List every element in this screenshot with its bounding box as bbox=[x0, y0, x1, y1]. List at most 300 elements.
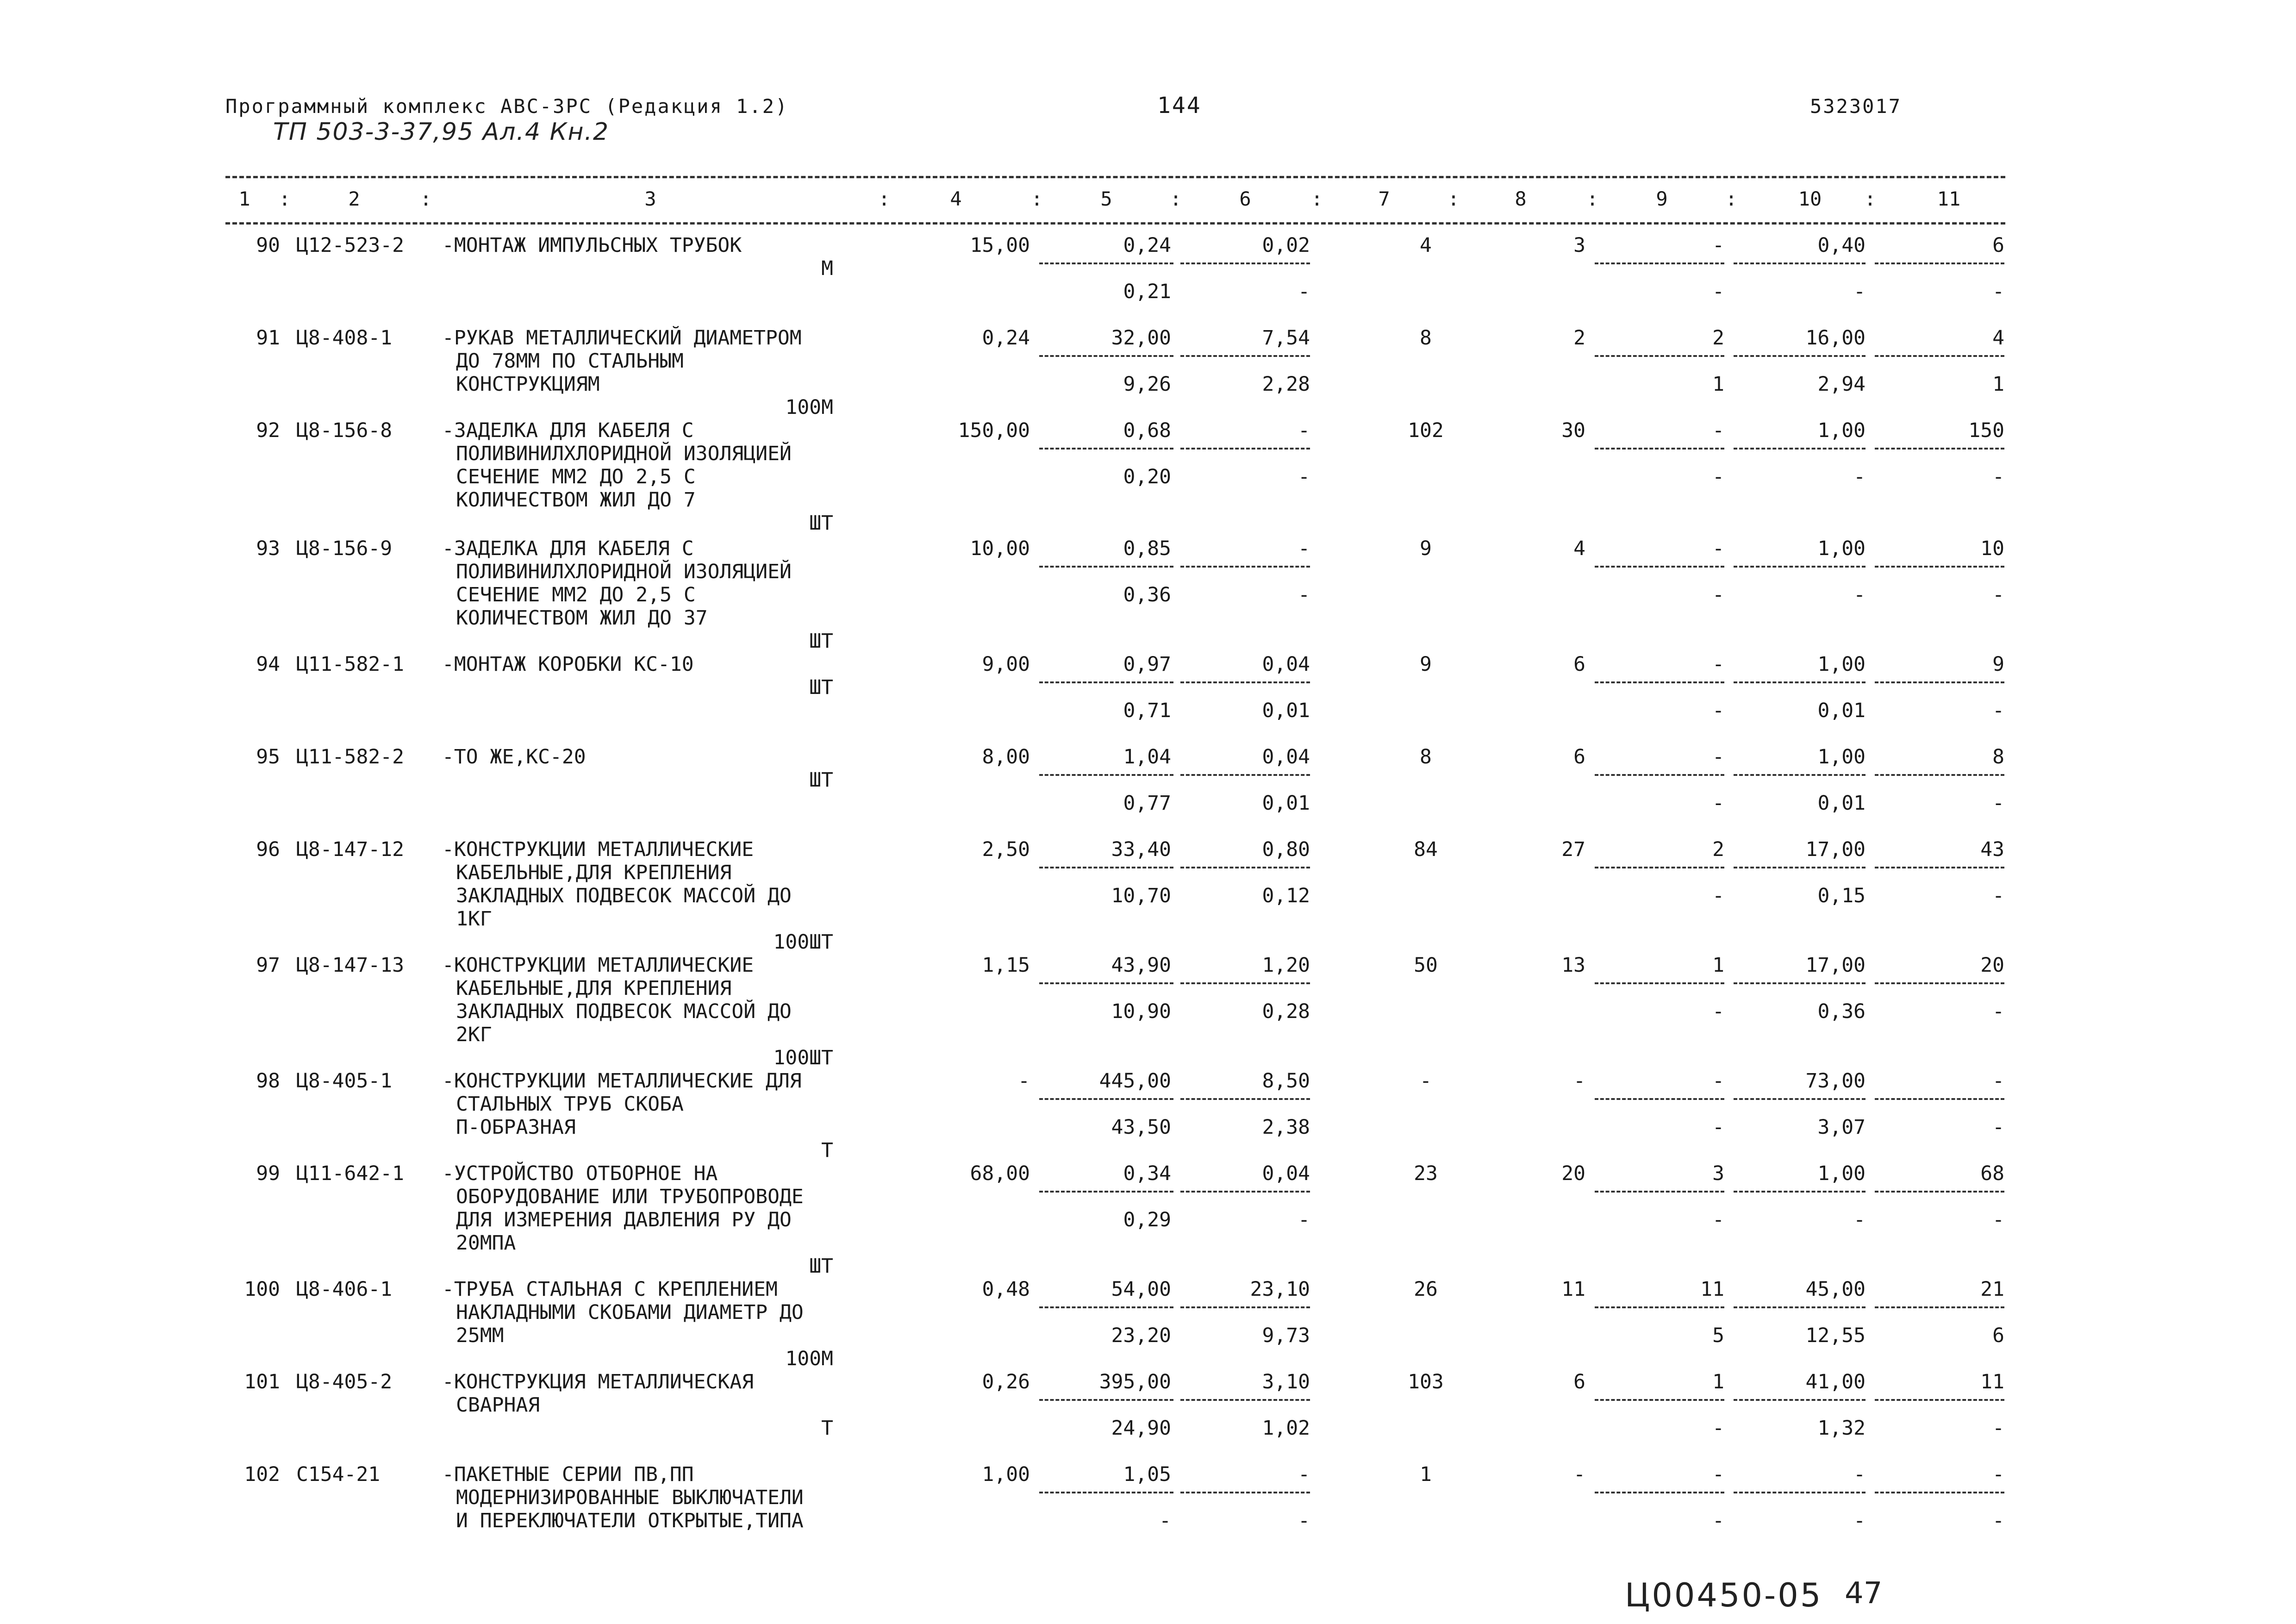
norm-code: Ц8-156-9 bbox=[296, 537, 393, 560]
value-divider bbox=[1595, 1399, 1724, 1401]
work-description: ОБОРУДОВАНИЕ ИЛИ ТРУБОПРОВОДЕ bbox=[456, 1185, 804, 1208]
row-number: 100 bbox=[244, 1278, 280, 1301]
cell-c6-lower: 1,02 bbox=[1262, 1417, 1310, 1440]
cell-c8: 2 bbox=[1573, 326, 1585, 350]
value-divider bbox=[1595, 262, 1724, 264]
value-divider bbox=[1039, 355, 1173, 357]
unit-of-measure: М bbox=[821, 257, 833, 280]
cell-c10-upper: 0,40 bbox=[1817, 234, 1866, 257]
row-number: 96 bbox=[256, 838, 280, 861]
value-divider bbox=[1180, 566, 1310, 568]
cell-c10-upper: - bbox=[1853, 1463, 1866, 1486]
cell-c8: 3 bbox=[1573, 234, 1585, 257]
cell-c10-lower: - bbox=[1853, 280, 1866, 303]
cell-c7: 9 bbox=[1420, 653, 1432, 676]
cell-c10-upper: 17,00 bbox=[1805, 838, 1866, 861]
value-divider bbox=[1875, 262, 2004, 264]
page-number: 144 bbox=[1157, 93, 1202, 119]
cell-quantity: - bbox=[1018, 1069, 1030, 1093]
cell-c11-lower: 6 bbox=[1992, 1324, 2004, 1347]
work-description: -ТО ЖЕ,КС-20 bbox=[442, 745, 586, 768]
work-description: СЕЧЕНИЕ ММ2 ДО 2,5 С bbox=[456, 583, 696, 606]
work-description: -КОНСТРУКЦИИ МЕТАЛЛИЧЕСКИЕ bbox=[442, 954, 754, 977]
value-divider bbox=[1039, 867, 1173, 868]
cell-c6-upper: 3,10 bbox=[1262, 1370, 1310, 1393]
work-description: НАКЛАДНЫМИ СКОБАМИ ДИАМЕТР ДО bbox=[456, 1301, 804, 1324]
row-number: 97 bbox=[256, 954, 280, 977]
work-description: 2КГ bbox=[456, 1023, 492, 1046]
col-separator: : bbox=[1311, 187, 1323, 210]
col-header-6: 6 bbox=[1239, 187, 1251, 210]
cell-c10-upper: 1,00 bbox=[1817, 537, 1866, 560]
work-description: МОДЕРНИЗИРОВАННЫЕ ВЫКЛЮЧАТЕЛИ bbox=[456, 1486, 804, 1509]
unit-of-measure: Т bbox=[821, 1417, 833, 1440]
cell-c9-upper: - bbox=[1712, 234, 1724, 257]
cell-c11-upper: 9 bbox=[1992, 653, 2004, 676]
cell-c11-upper: 150 bbox=[1968, 419, 2004, 442]
cell-c6-upper: 0,04 bbox=[1262, 1162, 1310, 1185]
cell-c10-lower: 0,36 bbox=[1817, 1000, 1866, 1023]
cell-c6-lower: - bbox=[1298, 280, 1310, 303]
table-header-rule bbox=[225, 222, 2005, 225]
cell-c11-lower: - bbox=[1992, 1417, 2004, 1440]
value-divider bbox=[1039, 1098, 1173, 1100]
cell-c11-lower: - bbox=[1992, 1208, 2004, 1231]
value-divider bbox=[1595, 774, 1724, 776]
cell-c5-lower: 0,36 bbox=[1123, 583, 1171, 606]
cell-c5-upper: 43,90 bbox=[1111, 954, 1171, 977]
cell-c10-lower: 0,15 bbox=[1817, 884, 1866, 907]
cell-c9-upper: - bbox=[1712, 745, 1724, 768]
col-separator: : bbox=[1031, 187, 1043, 210]
work-description: ПОЛИВИНИЛХЛОРИДНОЙ ИЗОЛЯЦИЕЙ bbox=[456, 560, 792, 583]
value-divider bbox=[1595, 681, 1724, 683]
cell-c11-lower: - bbox=[1992, 1000, 2004, 1023]
work-description: СВАРНАЯ bbox=[456, 1393, 540, 1417]
cell-c10-lower: 1,32 bbox=[1817, 1417, 1866, 1440]
unit-of-measure: 100М bbox=[785, 1347, 833, 1370]
cell-c11-lower: - bbox=[1992, 583, 2004, 606]
value-divider bbox=[1734, 1492, 1866, 1493]
cell-c11-upper: - bbox=[1992, 1463, 2004, 1486]
value-divider bbox=[1180, 1399, 1310, 1401]
value-divider bbox=[1734, 1098, 1866, 1100]
cell-c6-lower: 2,38 bbox=[1262, 1116, 1310, 1139]
cell-c8: - bbox=[1573, 1463, 1585, 1486]
work-description: -МОНТАЖ ИМПУЛЬСНЫХ ТРУБОК bbox=[442, 234, 742, 257]
value-divider bbox=[1595, 1191, 1724, 1193]
value-divider bbox=[1875, 1399, 2004, 1401]
cell-c11-lower: - bbox=[1992, 280, 2004, 303]
value-divider bbox=[1039, 774, 1173, 776]
col-header-3: 3 bbox=[644, 187, 656, 210]
value-divider bbox=[1734, 448, 1866, 450]
cell-c9-upper: - bbox=[1712, 653, 1724, 676]
cell-c11-upper: 10 bbox=[1980, 537, 2004, 560]
value-divider bbox=[1875, 681, 2004, 683]
cell-c9-upper: - bbox=[1712, 419, 1724, 442]
cell-c9-lower: 1 bbox=[1712, 373, 1724, 396]
value-divider bbox=[1039, 982, 1173, 984]
value-divider bbox=[1180, 774, 1310, 776]
cell-quantity: 0,26 bbox=[982, 1370, 1030, 1393]
value-divider bbox=[1595, 1306, 1724, 1308]
value-divider bbox=[1180, 867, 1310, 868]
cell-c9-upper: 2 bbox=[1712, 326, 1724, 350]
cell-c11-upper: 43 bbox=[1980, 838, 2004, 861]
unit-of-measure: ШТ bbox=[809, 1255, 833, 1278]
work-description: ДЛЯ ИЗМЕРЕНИЯ ДАВЛЕНИЯ РУ ДО bbox=[456, 1208, 792, 1231]
cell-c9-lower: - bbox=[1712, 280, 1724, 303]
cell-c8: 11 bbox=[1561, 1278, 1585, 1301]
cell-c11-upper: 11 bbox=[1980, 1370, 2004, 1393]
norm-code: Ц11-582-2 bbox=[296, 745, 404, 768]
row-number: 101 bbox=[244, 1370, 280, 1393]
work-description: КАБЕЛЬНЫЕ,ДЛЯ КРЕПЛЕНИЯ bbox=[456, 861, 732, 884]
value-divider bbox=[1734, 262, 1866, 264]
cell-c6-upper: 0,04 bbox=[1262, 653, 1310, 676]
work-description: 25ММ bbox=[456, 1324, 504, 1347]
cell-c11-lower: - bbox=[1992, 699, 2004, 722]
cell-quantity: 1,15 bbox=[982, 954, 1030, 977]
norm-code: Ц8-406-1 bbox=[296, 1278, 393, 1301]
value-divider bbox=[1734, 681, 1866, 683]
norm-code: Ц11-642-1 bbox=[296, 1162, 404, 1185]
cell-c5-upper: 32,00 bbox=[1111, 326, 1171, 350]
cell-c9-upper: 2 bbox=[1712, 838, 1724, 861]
cell-c7: 84 bbox=[1414, 838, 1438, 861]
value-divider bbox=[1875, 867, 2004, 868]
cell-c5-lower: 0,29 bbox=[1123, 1208, 1171, 1231]
work-description: И ПЕРЕКЛЮЧАТЕЛИ ОТКРЫТЫЕ,ТИПА bbox=[456, 1509, 804, 1532]
work-description: -МОНТАЖ КОРОБКИ КС-10 bbox=[442, 653, 694, 676]
cell-c6-upper: 7,54 bbox=[1262, 326, 1310, 350]
work-description: ПОЛИВИНИЛХЛОРИДНОЙ ИЗОЛЯЦИЕЙ bbox=[456, 442, 792, 465]
cell-quantity: 10,00 bbox=[970, 537, 1030, 560]
cell-c5-upper: 0,85 bbox=[1123, 537, 1171, 560]
norm-code: С154-21 bbox=[296, 1463, 381, 1486]
value-divider bbox=[1875, 1306, 2004, 1308]
cell-c9-upper: 11 bbox=[1700, 1278, 1724, 1301]
value-divider bbox=[1734, 1306, 1866, 1308]
cell-c5-upper: 1,04 bbox=[1123, 745, 1171, 768]
value-divider bbox=[1180, 1191, 1310, 1193]
cell-c11-upper: 20 bbox=[1980, 954, 2004, 977]
cell-c10-lower: - bbox=[1853, 583, 1866, 606]
value-divider bbox=[1875, 982, 2004, 984]
cell-c5-lower: - bbox=[1159, 1509, 1171, 1532]
value-divider bbox=[1180, 448, 1310, 450]
cell-c10-lower: 2,94 bbox=[1817, 373, 1866, 396]
cell-c10-lower: - bbox=[1853, 465, 1866, 488]
col-header-5: 5 bbox=[1100, 187, 1112, 210]
handwritten-sheet-number: 47 bbox=[1845, 1576, 1883, 1611]
cell-c6-lower: - bbox=[1298, 1509, 1310, 1532]
cell-c6-upper: 1,20 bbox=[1262, 954, 1310, 977]
value-divider bbox=[1180, 1492, 1310, 1493]
value-divider bbox=[1734, 774, 1866, 776]
cell-c9-lower: - bbox=[1712, 699, 1724, 722]
value-divider bbox=[1180, 355, 1310, 357]
value-divider bbox=[1039, 1306, 1173, 1308]
cell-c10-upper: 1,00 bbox=[1817, 1162, 1866, 1185]
cell-c11-upper: - bbox=[1992, 1069, 2004, 1093]
value-divider bbox=[1875, 355, 2004, 357]
cell-c11-lower: - bbox=[1992, 792, 2004, 815]
work-description: -ТРУБА СТАЛЬНАЯ С КРЕПЛЕНИЕМ bbox=[442, 1278, 778, 1301]
handwritten-archive-code: Ц00450-05 bbox=[1625, 1576, 1823, 1614]
cell-c7: 102 bbox=[1408, 419, 1444, 442]
cell-c9-upper: 3 bbox=[1712, 1162, 1724, 1185]
value-divider bbox=[1039, 566, 1173, 568]
norm-code: Ц8-408-1 bbox=[296, 326, 393, 350]
value-divider bbox=[1039, 681, 1173, 683]
cell-c7: 4 bbox=[1420, 234, 1432, 257]
value-divider bbox=[1180, 262, 1310, 264]
cell-c8: 6 bbox=[1573, 745, 1585, 768]
value-divider bbox=[1875, 1191, 2004, 1193]
cell-c5-upper: 54,00 bbox=[1111, 1278, 1171, 1301]
value-divider bbox=[1734, 355, 1866, 357]
value-divider bbox=[1180, 1306, 1310, 1308]
value-divider bbox=[1039, 1399, 1173, 1401]
col-header-2: 2 bbox=[348, 187, 360, 210]
program-title: Программный комплекс АВС-3РС (Редакция 1.2) bbox=[225, 95, 789, 118]
cell-c6-lower: 0,12 bbox=[1262, 884, 1310, 907]
cell-c6-lower: - bbox=[1298, 465, 1310, 488]
cell-c9-lower: - bbox=[1712, 1417, 1724, 1440]
cell-c6-lower: 9,73 bbox=[1262, 1324, 1310, 1347]
cell-c10-lower: 12,55 bbox=[1805, 1324, 1866, 1347]
value-divider bbox=[1180, 681, 1310, 683]
cell-quantity: 8,00 bbox=[982, 745, 1030, 768]
row-number: 92 bbox=[256, 419, 280, 442]
col-separator: : bbox=[1586, 187, 1598, 210]
cell-c5-upper: 0,68 bbox=[1123, 419, 1171, 442]
value-divider bbox=[1875, 1098, 2004, 1100]
value-divider bbox=[1039, 1191, 1173, 1193]
cell-c5-lower: 43,50 bbox=[1111, 1116, 1171, 1139]
cell-c7: - bbox=[1420, 1069, 1432, 1093]
cell-c10-upper: 1,00 bbox=[1817, 653, 1866, 676]
value-divider bbox=[1734, 867, 1866, 868]
cell-c10-upper: 45,00 bbox=[1805, 1278, 1866, 1301]
value-divider bbox=[1039, 448, 1173, 450]
work-description: КОЛИЧЕСТВОМ ЖИЛ ДО 7 bbox=[456, 488, 696, 512]
work-description: СТАЛЬНЫХ ТРУБ СКОБА bbox=[456, 1093, 684, 1116]
cell-c9-lower: - bbox=[1712, 1208, 1724, 1231]
col-separator: : bbox=[878, 187, 890, 210]
cell-c11-lower: - bbox=[1992, 1116, 2004, 1139]
cell-c8: 13 bbox=[1561, 954, 1585, 977]
cell-c5-lower: 0,77 bbox=[1123, 792, 1171, 815]
unit-of-measure: ШТ bbox=[809, 630, 833, 653]
unit-of-measure: ШТ bbox=[809, 768, 833, 792]
work-description: СЕЧЕНИЕ ММ2 ДО 2,5 С bbox=[456, 465, 696, 488]
cell-quantity: 15,00 bbox=[970, 234, 1030, 257]
value-divider bbox=[1180, 1098, 1310, 1100]
cell-c5-lower: 23,20 bbox=[1111, 1324, 1171, 1347]
norm-code: Ц11-582-1 bbox=[296, 653, 404, 676]
unit-of-measure: 100М bbox=[785, 396, 833, 419]
work-description: -КОНСТРУКЦИИ МЕТАЛЛИЧЕСКИЕ ДЛЯ bbox=[442, 1069, 802, 1093]
cell-quantity: 2,50 bbox=[982, 838, 1030, 861]
col-header-11: 11 bbox=[1937, 187, 1961, 210]
value-divider bbox=[1595, 566, 1724, 568]
cell-c7: 23 bbox=[1414, 1162, 1438, 1185]
cell-c6-lower: - bbox=[1298, 1208, 1310, 1231]
cell-c11-upper: 4 bbox=[1992, 326, 2004, 350]
col-separator: : bbox=[1725, 187, 1737, 210]
row-number: 94 bbox=[256, 653, 280, 676]
cell-c9-upper: 1 bbox=[1712, 1370, 1724, 1393]
unit-of-measure: ШТ bbox=[809, 676, 833, 699]
cell-c10-lower: - bbox=[1853, 1509, 1866, 1532]
row-number: 95 bbox=[256, 745, 280, 768]
norm-code: Ц8-147-12 bbox=[296, 838, 404, 861]
cell-c6-upper: - bbox=[1298, 419, 1310, 442]
cell-c5-upper: 33,40 bbox=[1111, 838, 1171, 861]
cell-c11-lower: - bbox=[1992, 1509, 2004, 1532]
cell-c7: 8 bbox=[1420, 326, 1432, 350]
cell-c11-upper: 68 bbox=[1980, 1162, 2004, 1185]
cell-c10-upper: 1,00 bbox=[1817, 419, 1866, 442]
value-divider bbox=[1595, 1098, 1724, 1100]
norm-code: Ц8-405-1 bbox=[296, 1069, 393, 1093]
value-divider bbox=[1734, 566, 1866, 568]
cell-c9-lower: - bbox=[1712, 583, 1724, 606]
cell-c9-lower: - bbox=[1712, 792, 1724, 815]
work-description: КОЛИЧЕСТВОМ ЖИЛ ДО 37 bbox=[456, 606, 708, 630]
cell-c6-upper: 23,10 bbox=[1250, 1278, 1310, 1301]
work-description: -ПАКЕТНЫЕ СЕРИИ ПВ,ПП bbox=[442, 1463, 694, 1486]
norm-code: Ц8-147-13 bbox=[296, 954, 404, 977]
cell-c6-upper: - bbox=[1298, 1463, 1310, 1486]
cell-c5-upper: 0,24 bbox=[1123, 234, 1171, 257]
cell-c6-upper: 0,80 bbox=[1262, 838, 1310, 861]
cell-c9-lower: - bbox=[1712, 1509, 1724, 1532]
table-top-rule bbox=[225, 176, 2005, 178]
work-description: -КОНСТРУКЦИЯ МЕТАЛЛИЧЕСКАЯ bbox=[442, 1370, 754, 1393]
cell-c8: 20 bbox=[1561, 1162, 1585, 1185]
work-description: ДО 78ММ ПО СТАЛЬНЫМ bbox=[456, 350, 684, 373]
col-header-1: 1 bbox=[238, 187, 250, 210]
cell-c7: 50 bbox=[1414, 954, 1438, 977]
cell-quantity: 0,48 bbox=[982, 1278, 1030, 1301]
cell-c6-upper: 0,02 bbox=[1262, 234, 1310, 257]
cell-c9-lower: - bbox=[1712, 465, 1724, 488]
col-header-9: 9 bbox=[1656, 187, 1668, 210]
unit-of-measure: Т bbox=[821, 1139, 833, 1162]
cell-c8: 30 bbox=[1561, 419, 1585, 442]
col-header-10: 10 bbox=[1798, 187, 1822, 210]
value-divider bbox=[1039, 262, 1173, 264]
cell-c11-upper: 21 bbox=[1980, 1278, 2004, 1301]
col-separator: : bbox=[279, 187, 291, 210]
value-divider bbox=[1875, 566, 2004, 568]
cell-c6-lower: 0,28 bbox=[1262, 1000, 1310, 1023]
work-description: -ЗАДЕЛКА ДЛЯ КАБЕЛЯ С bbox=[442, 537, 694, 560]
cell-c10-upper: 73,00 bbox=[1805, 1069, 1866, 1093]
norm-code: Ц8-405-2 bbox=[296, 1370, 393, 1393]
cell-c10-upper: 16,00 bbox=[1805, 326, 1866, 350]
cell-c7: 1 bbox=[1420, 1463, 1432, 1486]
cell-quantity: 0,24 bbox=[982, 326, 1030, 350]
cell-c10-lower: 0,01 bbox=[1817, 792, 1866, 815]
value-divider bbox=[1734, 1191, 1866, 1193]
cell-c8: - bbox=[1573, 1069, 1585, 1093]
cell-c11-lower: - bbox=[1992, 884, 2004, 907]
col-separator: : bbox=[1864, 187, 1876, 210]
row-number: 91 bbox=[256, 326, 280, 350]
value-divider bbox=[1734, 1399, 1866, 1401]
work-description: -КОНСТРУКЦИИ МЕТАЛЛИЧЕСКИЕ bbox=[442, 838, 754, 861]
cell-c5-lower: 24,90 bbox=[1111, 1417, 1171, 1440]
cell-c11-lower: - bbox=[1992, 465, 2004, 488]
cell-c11-lower: 1 bbox=[1992, 373, 2004, 396]
work-description: ЗАКЛАДНЫХ ПОДВЕСОК МАССОЙ ДО bbox=[456, 884, 792, 907]
work-description: 1КГ bbox=[456, 907, 492, 931]
cell-c6-upper: 8,50 bbox=[1262, 1069, 1310, 1093]
value-divider bbox=[1595, 982, 1724, 984]
value-divider bbox=[1875, 774, 2004, 776]
cell-c10-lower: - bbox=[1853, 1208, 1866, 1231]
cell-c9-upper: - bbox=[1712, 537, 1724, 560]
work-description: -ЗАДЕЛКА ДЛЯ КАБЕЛЯ С bbox=[442, 419, 694, 442]
cell-c7: 8 bbox=[1420, 745, 1432, 768]
cell-quantity: 68,00 bbox=[970, 1162, 1030, 1185]
value-divider bbox=[1875, 1492, 2004, 1493]
cell-quantity: 150,00 bbox=[958, 419, 1030, 442]
value-divider bbox=[1595, 1492, 1724, 1493]
cell-c6-lower: 2,28 bbox=[1262, 373, 1310, 396]
row-number: 98 bbox=[256, 1069, 280, 1093]
value-divider bbox=[1595, 448, 1724, 450]
cell-c7: 103 bbox=[1408, 1370, 1444, 1393]
cell-c6-upper: - bbox=[1298, 537, 1310, 560]
cell-c9-lower: - bbox=[1712, 1000, 1724, 1023]
work-description: КОНСТРУКЦИЯМ bbox=[456, 373, 600, 396]
cell-c5-upper: 0,97 bbox=[1123, 653, 1171, 676]
cell-c5-lower: 0,20 bbox=[1123, 465, 1171, 488]
col-header-8: 8 bbox=[1515, 187, 1527, 210]
cell-c5-lower: 10,90 bbox=[1111, 1000, 1171, 1023]
value-divider bbox=[1875, 448, 2004, 450]
cell-c5-lower: 0,21 bbox=[1123, 280, 1171, 303]
cell-c9-lower: - bbox=[1712, 884, 1724, 907]
value-divider bbox=[1734, 982, 1866, 984]
cell-c5-upper: 445,00 bbox=[1099, 1069, 1171, 1093]
cell-c6-lower: 0,01 bbox=[1262, 699, 1310, 722]
unit-of-measure: 100ШТ bbox=[773, 931, 833, 954]
cell-c11-upper: 6 bbox=[1992, 234, 2004, 257]
cell-c6-lower: - bbox=[1298, 583, 1310, 606]
handwritten-reference: ТП 503-3-37,95 Ал.4 Кн.2 bbox=[273, 118, 610, 146]
row-number: 102 bbox=[244, 1463, 280, 1486]
norm-code: Ц8-156-8 bbox=[296, 419, 393, 442]
value-divider bbox=[1595, 867, 1724, 868]
row-number: 99 bbox=[256, 1162, 280, 1185]
cell-c9-upper: - bbox=[1712, 1069, 1724, 1093]
cell-c5-upper: 1,05 bbox=[1123, 1463, 1171, 1486]
cell-c10-lower: 3,07 bbox=[1817, 1116, 1866, 1139]
work-description: ЗАКЛАДНЫХ ПОДВЕСОК МАССОЙ ДО bbox=[456, 1000, 792, 1023]
col-header-4: 4 bbox=[950, 187, 962, 210]
cell-quantity: 1,00 bbox=[982, 1463, 1030, 1486]
col-separator: : bbox=[420, 187, 432, 210]
cell-c6-lower: 0,01 bbox=[1262, 792, 1310, 815]
cell-c8: 4 bbox=[1573, 537, 1585, 560]
